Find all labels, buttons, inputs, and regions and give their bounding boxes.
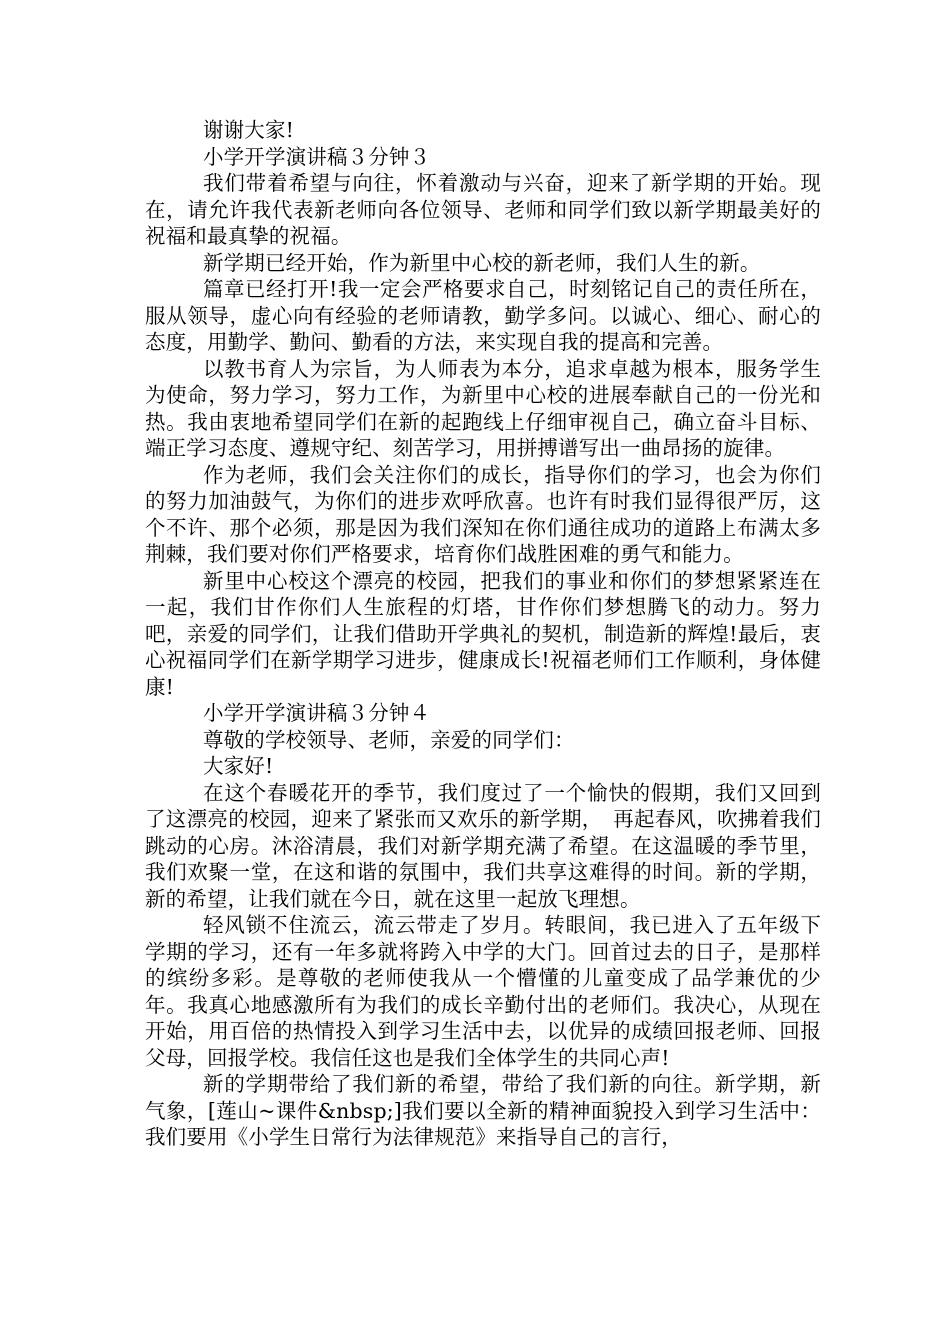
paragraph: 在这个春暖花开的季节，我们度过了一个愉快的假期，我们又回到了这漂亮的校园，迎来了紧张而又欢乐的新学期， 再起春风，吹拂着我们跳动的心房。沐浴清晨，我们对新学期充满了希望。在这温暖的季节里，我们欢聚一堂，在这和谐的氛围中，我们共享这难得的时间。新的学期，新的希望，让我们就在今日，就在这里一起放飞理想。 bbox=[145, 780, 821, 911]
section-heading-3: 小学开学演讲稿３分钟３ bbox=[203, 144, 431, 169]
paragraph-closing-thanks: 谢谢大家! bbox=[203, 118, 294, 142]
paragraph: 新里中心校这个漂亮的校园，把我们的事业和你们的梦想紧紧连在一起，我们甘作你们人生旅程的灯塔，甘作你们梦想腾飞的动力。努力吧，亲爱的同学们，让我们借助开学典礼的契机，制造新的辉煌!最后，衷心祝福同学们在新学期学习进步，健康成长!祝福老师们工作顺利，身体健康! bbox=[145, 568, 821, 699]
section-heading-4: 小学开学演讲稿３分钟４ bbox=[203, 701, 431, 725]
paragraph: 篇章已经打开!我一定会严格要求自己，时刻铭记自己的责任所在，服从领导，虚心向有经验的老师请教，勤学多问。以诚心、细心、耐心的态度，用勤学、勤问、勤看的方法，来实现自我的提高和完善。 bbox=[145, 277, 821, 354]
salutation: 尊敬的学校领导、老师，亲爱的同学们： bbox=[203, 727, 575, 752]
paragraph: 以教书育人为宗旨，为人师表为本分，追求卓越为根本，服务学生为使命，努力学习，努力工作，为新里中心校的进展奉献自己的一份光和热。我由衷地希望同学们在新的起跑线上仔细审视自己，确立奋斗目标、端正学习态度、遵规守纪、刻苦学习，用拼搏谱写出一曲昂扬的旋律。 bbox=[145, 356, 821, 460]
paragraph: 新学期已经开始，作为新里中心校的新老师，我们人生的新。 bbox=[203, 250, 761, 275]
paragraph: 新的学期带给了我们新的希望，带给了我们新的向往。新学期，新气象，[莲山~课件&nbsp;]我们要以全新的精神面貌投入到学习生活中：我们要用《小学生日常行为法律规范》来指导自己的言行， bbox=[145, 1072, 821, 1149]
document-body bbox=[145, 117, 821, 1151]
paragraph: 作为老师，我们会关注你们的成长，指导你们的学习，也会为你们的努力加油鼓气，为你们的进步欢呼欣喜。也许有时我们显得很严厉，这个不许、那个必须，那是因为我们深知在你们通往成功的道路上布满太多荆棘，我们要对你们严格要求，培育你们战胜困难的勇气和能力。 bbox=[145, 462, 821, 566]
greeting: 大家好! bbox=[203, 754, 274, 778]
paragraph: 轻风锁不住流云，流云带走了岁月。转眼间，我已进入了五年级下学期的学习，还有一年多就将跨入中学的大门。回首过去的日子，是那样的缤纷多彩。是尊敬的老师使我从一个懵懂的儿童变成了品学兼优的少年。我真心地感激所有为我们的成长辛勤付出的老师们。我决心，从现在开始，用百倍的热情投入到学习生活中去，以优异的成绩回报老师、回报父母，回报学校。我信任这也是我们全体学生的共同心声! bbox=[145, 913, 821, 1070]
paragraph: 我们带着希望与向往，怀着激动与兴奋，迎来了新学期的开始。现在，请允许我代表新老师向各位领导、老师和同学们致以新学期最美好的祝福和最真挚的祝福。 bbox=[145, 171, 821, 248]
